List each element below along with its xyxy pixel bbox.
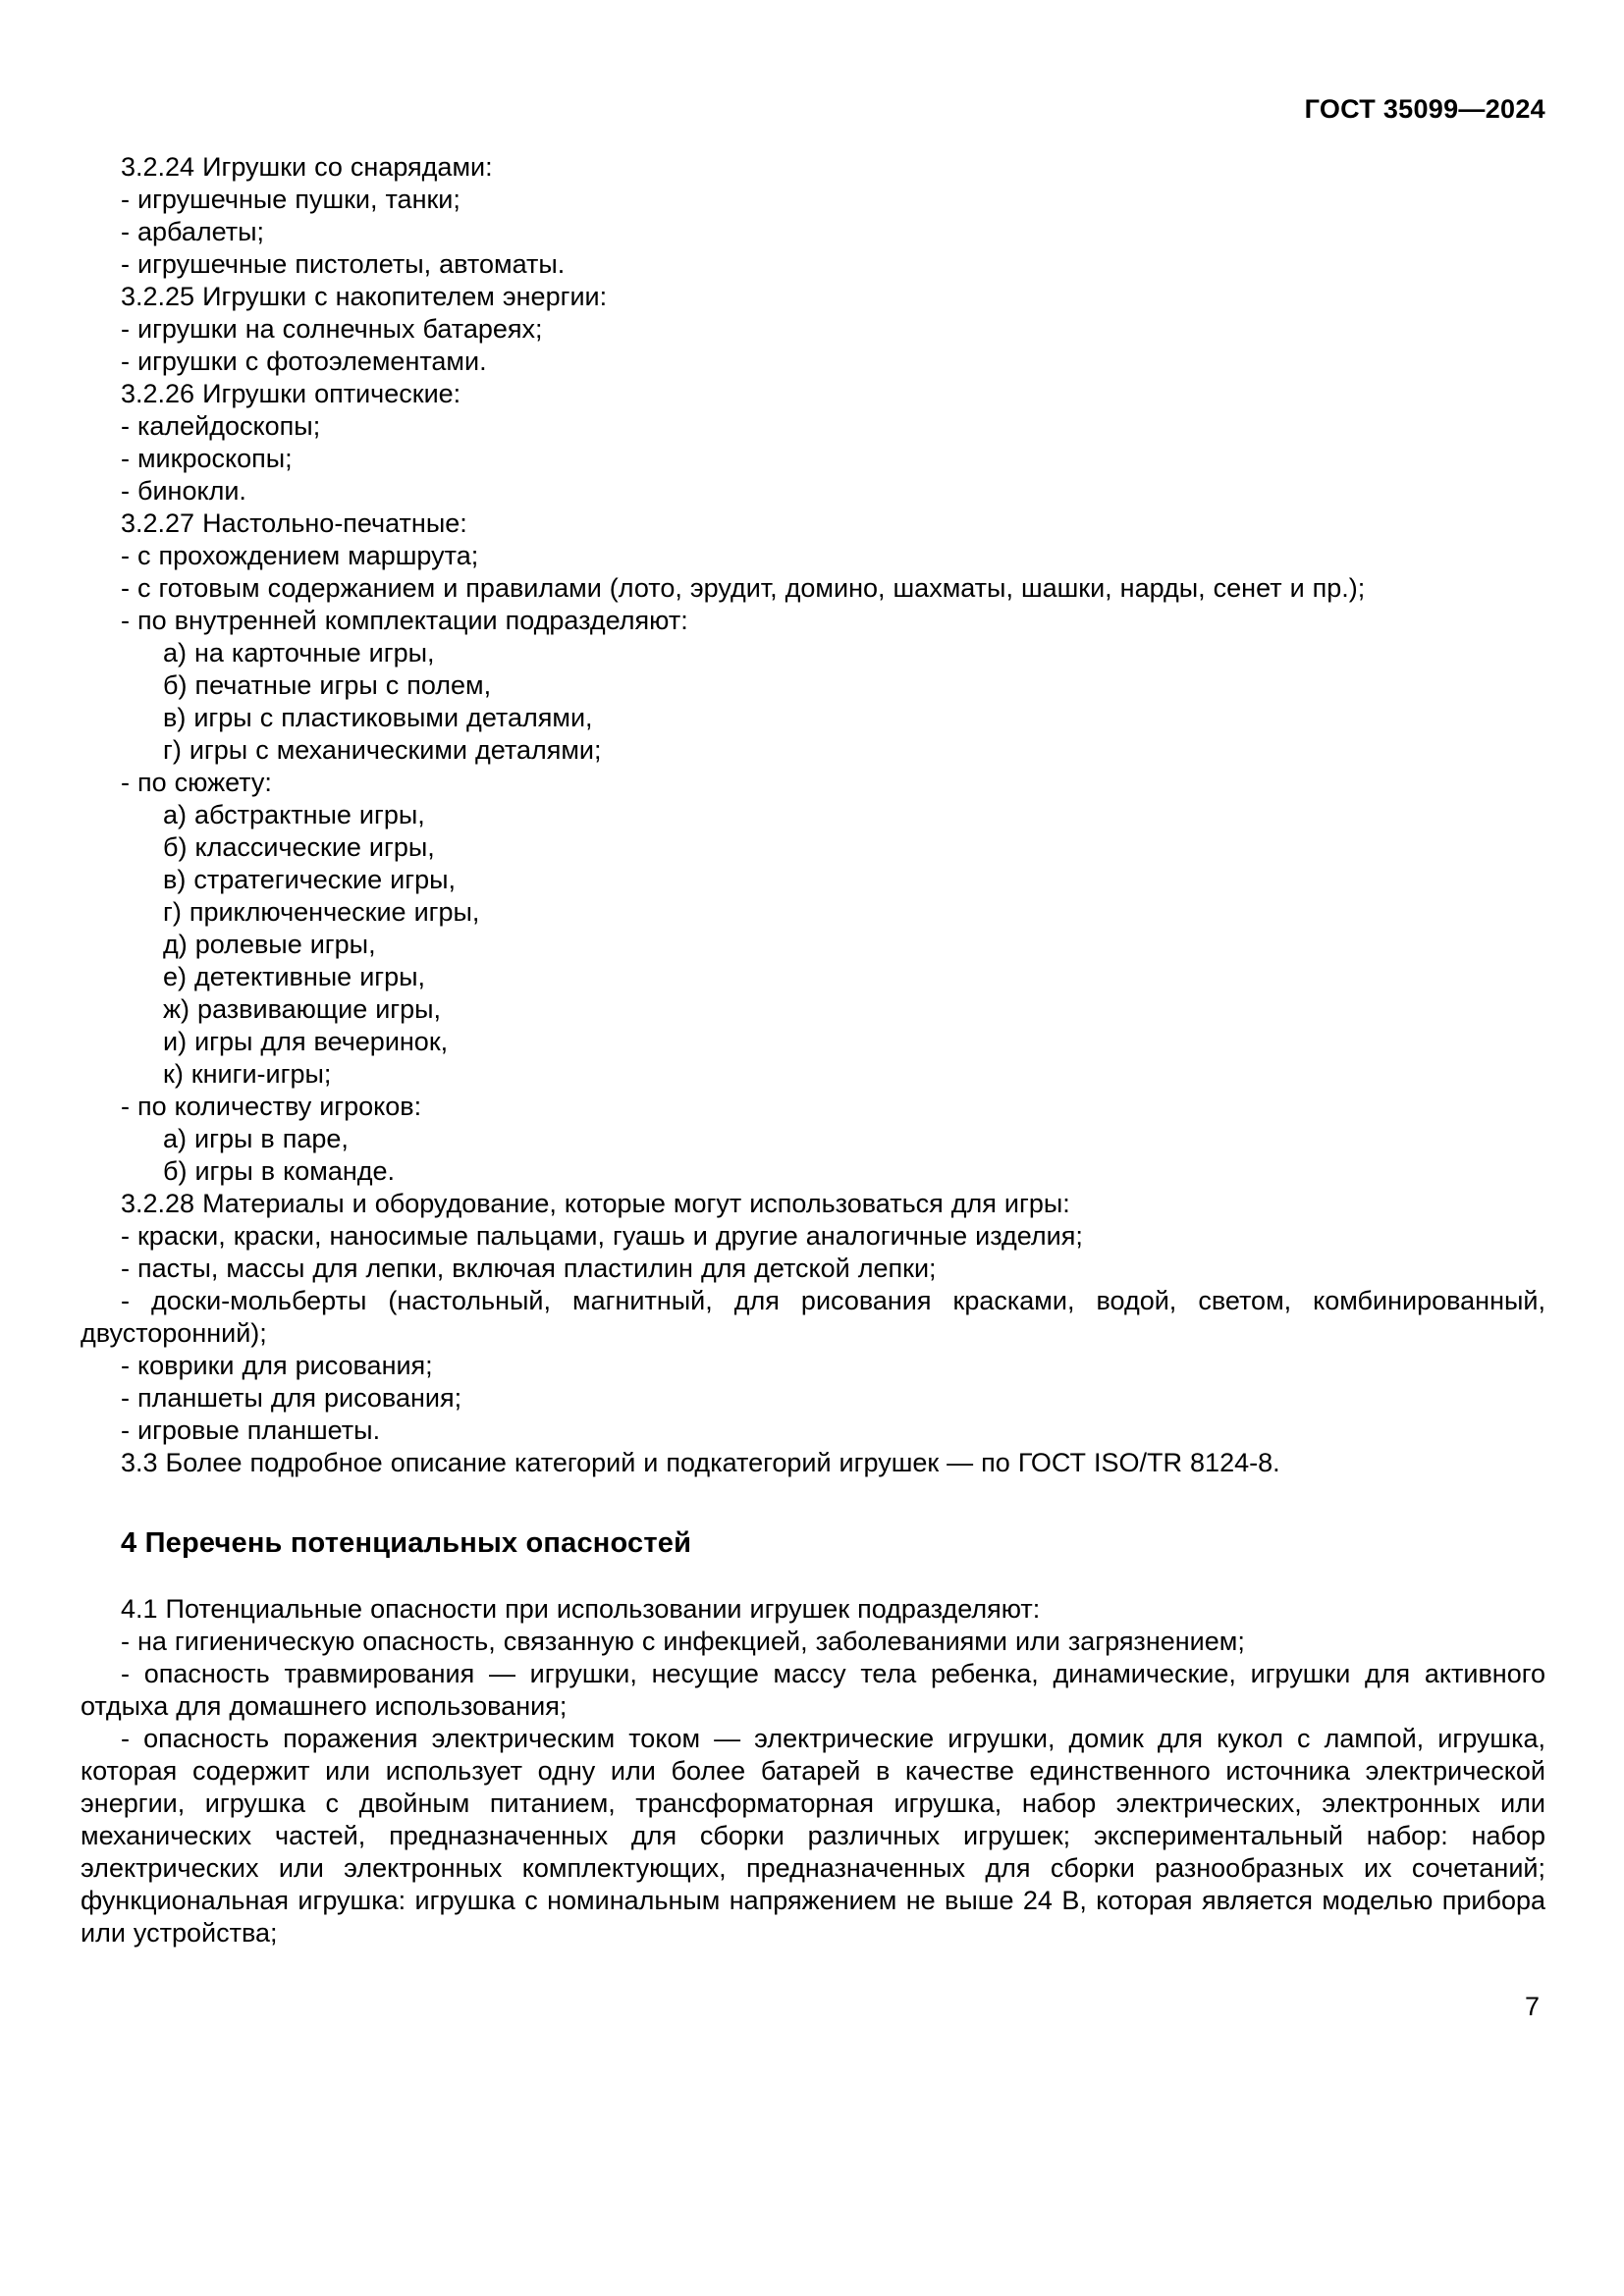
list-item: а) игры в паре, <box>163 1124 349 1153</box>
paragraph: - доски-мольберты (настольный, магнитный, для рисования красками, водой, светом, комбинированный, двусторонний); <box>81 1286 1545 1348</box>
paragraph: - по количеству игроков: <box>121 1092 422 1121</box>
list-item: в) игры с пластиковыми деталями, <box>163 703 593 732</box>
paragraph: - микроскопы; <box>121 444 293 473</box>
paragraph: 4.1 Потенциальные опасности при использовании игрушек подразделяют: <box>121 1594 1041 1624</box>
paragraph: - по внутренней комплектации подразделяют: <box>121 606 688 635</box>
paragraph: - краски, краски, наносимые пальцами, гуашь и другие аналогичные изделия; <box>121 1221 1083 1251</box>
list-item: б) печатные игры с полем, <box>163 670 492 700</box>
list-item: б) классические игры, <box>163 832 435 862</box>
list-item: в) стратегические игры, <box>163 865 456 894</box>
list-item: к) книги-игры; <box>163 1059 332 1089</box>
list-item: б) игры в команде. <box>163 1156 396 1186</box>
document-header <box>81 93 1545 126</box>
paragraph: 3.2.24 Игрушки со снарядами: <box>121 152 493 182</box>
page-number: 7 <box>1524 1992 1540 2021</box>
paragraph: 3.3 Более подробное описание категорий и подкатегорий игрушек — по ГОСТ ISO/TR 8124-8. <box>121 1448 1280 1477</box>
paragraph: - пасты, массы для лепки, включая пластилин для детской лепки; <box>121 1254 937 1283</box>
list-item: а) на карточные игры, <box>163 638 435 667</box>
paragraph: - арбалеты; <box>121 217 265 246</box>
list-item: а) абстрактные игры, <box>163 800 425 829</box>
standard-number: ГОСТ 35099—2024 <box>1304 94 1545 124</box>
paragraph: - на гигиеническую опасность, связанную с инфекцией, заболеваниями или загрязнением; <box>121 1627 1245 1656</box>
paragraph: - калейдоскопы; <box>121 411 321 441</box>
paragraph: - коврики для рисования; <box>121 1351 433 1380</box>
paragraph: - по сюжету: <box>121 768 272 797</box>
paragraph: - игровые планшеты. <box>121 1415 381 1445</box>
list-item: д) ролевые игры, <box>163 930 376 959</box>
list-item: и) игры для вечеринок, <box>163 1027 449 1056</box>
paragraph: 3.2.28 Материалы и оборудование, которые могут использоваться для игры: <box>121 1189 1070 1218</box>
paragraph: 3.2.25 Игрушки с накопителем энергии: <box>121 282 608 311</box>
paragraph: 3.2.26 Игрушки оптические: <box>121 379 461 408</box>
list-item: г) игры с механическими деталями; <box>163 735 602 765</box>
paragraph: - планшеты для рисования; <box>121 1383 462 1413</box>
list-item: ж) развивающие игры, <box>163 994 442 1024</box>
paragraph: - с прохождением маршрута; <box>121 541 479 570</box>
paragraph: - игрушки с фотоэлементами. <box>121 347 487 376</box>
document-footer <box>81 1991 1545 2023</box>
list-item: г) приключенческие игры, <box>163 897 480 927</box>
list-item: е) детективные игры, <box>163 962 426 991</box>
document-body <box>81 151 1545 1949</box>
paragraph: - бинокли. <box>121 476 246 506</box>
paragraph: - игрушечные пушки, танки; <box>121 185 460 214</box>
section-heading: 4 Перечень потенциальных опасностей <box>121 1527 692 1559</box>
paragraph: 3.2.27 Настольно-печатные: <box>121 508 467 538</box>
paragraph: - игрушки на солнечных батареях; <box>121 314 543 344</box>
paragraph: - с готовым содержанием и правилами (лото, эрудит, домино, шахматы, шашки, нарды, сенет и пр.); <box>121 573 1366 603</box>
paragraph: - опасность поражения электрическим током — электрические игрушки, домик для кукол с лампой, игрушка, которая содержит или использует одну или более батарей в качестве единственного источника электрической энергии, игрушка с двойным питанием, трансформаторная игрушка, набор электрических, электронных или механических частей, предназначенных для сборки различных игрушек; экспериментальный набор: набор электрических или электронных комплектующих, предназначенных для сборки разнообразных их сочетаний; функциональная игрушка: игрушка с номинальным напряжением не выше 24 В, которая является моделью прибора или устройства; <box>81 1724 1545 1948</box>
paragraph: - игрушечные пистолеты, автоматы. <box>121 249 566 279</box>
paragraph: - опасность травмирования — игрушки, несущие массу тела ребенка, динамические, игрушки для активного отдыха для домашнего использования; <box>81 1659 1545 1721</box>
